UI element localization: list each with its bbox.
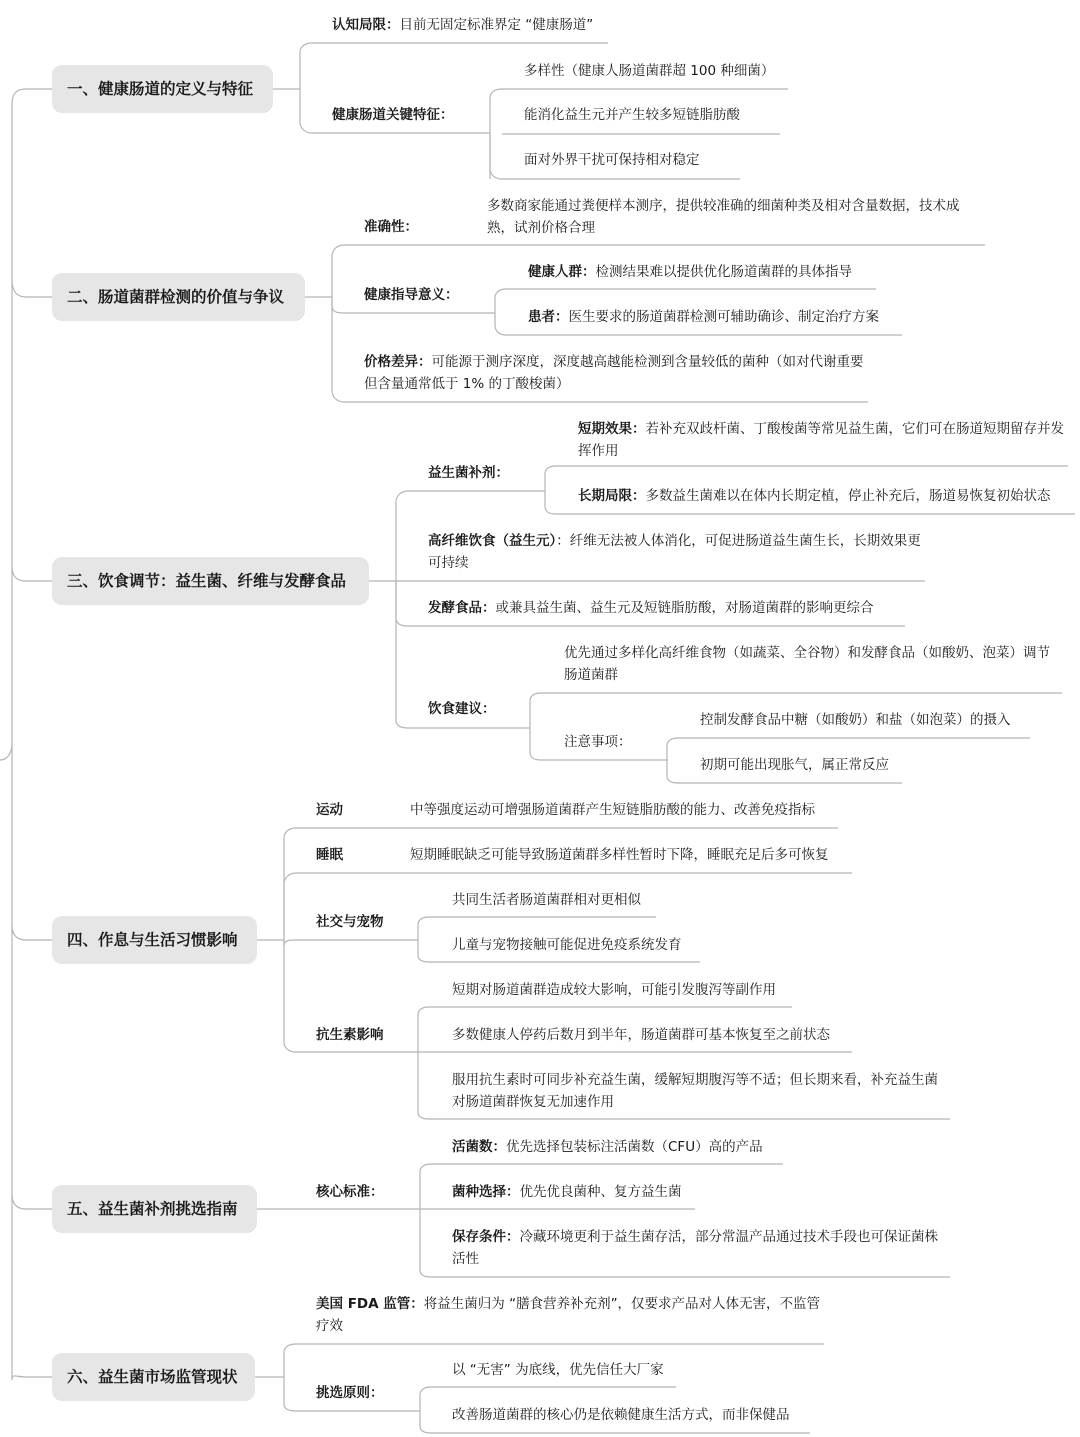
selection-item: 以 “无害” 为底线，优先信任大厂家	[452, 1362, 664, 1378]
exercise-label: 运动	[316, 802, 343, 818]
section-3-node[interactable]	[52, 557, 369, 605]
section-6-node[interactable]	[52, 1353, 255, 1401]
antibiotic-label: 抗生素影响	[316, 1027, 384, 1043]
antibiotic-item: 多数健康人停药后数月到半年，肠道菌群可基本恢复至之前状态	[452, 1027, 830, 1043]
social-item: 共同生活者肠道菌群相对更相似	[452, 892, 641, 908]
diet-advice-label: 饮食建议：	[428, 701, 496, 717]
antibiotic-item: 短期对肠道菌群造成较大影响，可能引发腹泻等副作用	[452, 982, 776, 998]
section-4-title: 四、作息与生活习惯影响	[67, 931, 238, 949]
section-1-node[interactable]	[52, 65, 273, 113]
fiber-node: 高纤维饮食（益生元）：纤维无法被人体消化，可促进肠道益生菌生长，长期效果更可持续	[428, 533, 921, 571]
price-node: 价格差异：可能源于测序深度，深度越高越能检测到含量较低的菌种（如对代谢重要但含量通常低于 1% 的丁酸梭菌）	[364, 354, 864, 392]
diet-priority-text: 优先通过多样化高纤维食物（如蔬菜、全谷物）和发酵食品（如酸奶、泡菜）调节肠道菌群	[564, 645, 1050, 683]
selection-item: 改善肠道菌群的核心仍是依赖健康生活方式，而非保健品	[452, 1407, 790, 1423]
key-feature-item: 能消化益生元并产生较多短链脂肪酸	[524, 107, 740, 123]
social-item: 儿童与宠物接触可能促进免疫系统发育	[452, 937, 682, 953]
section-6-title: 六、益生菌市场监管现状	[67, 1368, 238, 1386]
key-features-label: 健康肠道关键特征：	[332, 107, 454, 123]
key-feature-item: 多样性（健康人肠道菌群超 100 种细菌）	[524, 63, 775, 79]
guidance-healthy-node: 健康人群：检测结果难以提供优化肠道菌群的具体指导	[528, 264, 852, 280]
probiotic-short-node: 短期效果：若补充双歧杆菌、丁酸梭菌等常见益生菌，它们可在肠道短期留存并发挥作用	[578, 421, 1064, 459]
note-item: 控制发酵食品中糖（如酸奶）和盐（如泡菜）的摄入	[700, 712, 1011, 728]
accuracy-text: 多数商家能通过粪便样本测序，提供较准确的细菌种类及相对含量数据，技术成熟，试剂价格合理	[487, 198, 960, 236]
section-1-title: 一、健康肠道的定义与特征	[67, 80, 254, 98]
selection-principle-label: 挑选原则：	[316, 1385, 384, 1401]
sleep-text: 短期睡眠缺乏可能导致肠道菌群多样性暂时下降，睡眠充足后多可恢复	[410, 847, 829, 863]
core-criteria-label: 核心标准：	[316, 1184, 384, 1200]
criteria-strain-node: 菌种选择：优先优良菌种、复方益生菌	[452, 1184, 682, 1200]
section-4-node[interactable]	[52, 916, 257, 964]
antibiotic-item: 服用抗生素时可同步补充益生菌，缓解短期腹泻等不适；但长期来看，补充益生菌对肠道菌群恢复无加速作用	[452, 1072, 938, 1110]
probiotic-long-node: 长期局限：多数益生菌难以在体内长期定植，停止补充后，肠道易恢复初始状态	[578, 488, 1051, 504]
sleep-label: 睡眠	[316, 847, 343, 863]
criteria-count-node: 活菌数：优先选择包装标注活菌数（CFU）高的产品	[452, 1139, 763, 1155]
key-feature-item: 面对外界干扰可保持相对稳定	[524, 152, 700, 168]
criteria-storage-node: 保存条件：冷藏环境更利于益生菌存活，部分常温产品通过技术手段也可保证菌株活性	[452, 1229, 938, 1267]
guidance-label: 健康指导意义：	[364, 287, 459, 303]
probiotic-label: 益生菌补剂：	[428, 465, 509, 481]
cognitive-limit-node: 认知局限：目前无固定标准界定 “健康肠道”	[332, 17, 594, 33]
fermented-node: 发酵食品：或兼具益生菌、益生元及短链脂肪酸，对肠道菌群的影响更综合	[428, 600, 874, 616]
exercise-text: 中等强度运动可增强肠道菌群产生短链脂肪酸的能力、改善免疫指标	[410, 802, 815, 818]
section-3-title: 三、饮食调节：益生菌、纤维与发酵食品	[67, 572, 347, 590]
section-2-title: 二、肠道菌群检测的价值与争议	[67, 288, 285, 306]
section-5-node[interactable]	[52, 1185, 257, 1233]
section-5-title: 五、益生菌补剂挑选指南	[67, 1200, 238, 1218]
social-label: 社交与宠物	[316, 914, 384, 930]
note-item: 初期可能出现胀气，属正常反应	[700, 757, 889, 773]
section-2-node[interactable]	[52, 273, 305, 321]
accuracy-label: 准确性：	[364, 219, 418, 235]
fda-node: 美国 FDA 监管：将益生菌归为 “膳食营养补充剂”，仅要求产品对人体无害，不监管疗效	[316, 1296, 821, 1334]
notes-label: 注意事项：	[564, 734, 632, 750]
guidance-patient-node: 患者：医生要求的肠道菌群检测可辅助确诊、制定治疗方案	[528, 309, 879, 325]
